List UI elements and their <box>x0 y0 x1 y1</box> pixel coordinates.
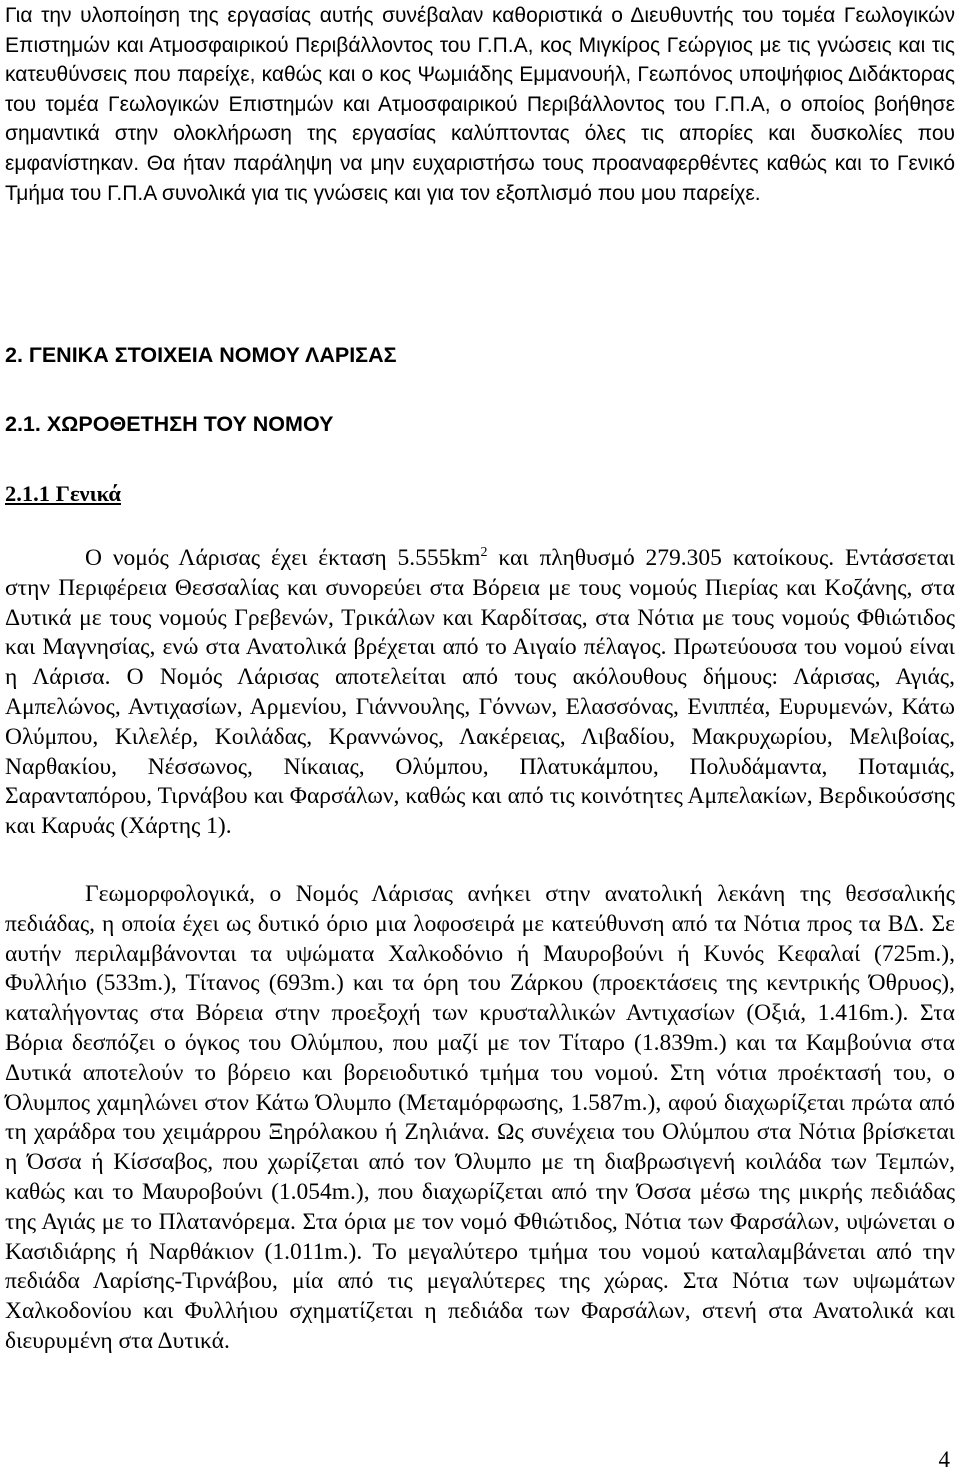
paragraph-geomorphology <box>5 880 955 1357</box>
p2-text: Γεωμορφολογικά, ο Νομός Λάρισας ανήκει στην ανατολική λεκάνη της θεσσαλικής πεδιάδας, η οποία έχει ως δυτικό όριο μια λοφοσειρά με κατεύθυνση από τα Νότια προς τα ΒΔ. Σε αυτήν περιλαμβάνονται τα υψώματα Χαλκοδόνιο ή Μαυροβούνι ή Κυνός Κεφαλαί (725m.), Φυλλήιο (533m.), Τίτανος (693m.) και τα όρη του Ζάρκου (προεκτάσεις της κεντρικής Όθρυος), καταλήγοντας στα Βόρεια στην προεξοχή των κρυσταλλικών Αντιχασίων (Οξιά, 1.416m.). Στα Βόρια δεσπόζει ο όγκος του Ολύμπου, που μαζί με τον Τίταρο (1.839m.) και τα Καμβούνια στα Δυτικά αποτελούν το βόρειο και βορειοδυτικό τμήμα του νομού. Στη νότια προέκτασή του, ο Όλυμπος χαμηλώνει στον Κάτω Όλυμπο (Μεταμόρφωσης, 1.587m.), αφού διαχωρίζεται πρώτα από τη χαράδρα του χειμάρρου Ξηρόλακου ή Ζηλιάνα. Ως συνέχεια του Ολύμπου στα Νότια βρίσκεται η Όσσα ή Κίσσαβος, που χωρίζεται από τον Όλυμπο με τη διαβρωσιγενή κοιλάδα των Τεμπών, καθώς και το Μαυροβούνι (1.054m.), που διαχωρίζεται από την Όσσα μέσω της μικρής πεδιάδας της Αγιάς με το Πλατανόρεμα. Στα όρια με τον νομό Φθιώτιδος, Νότια των Φαρσάλων, υψώνεται ο Κασιδιάρης ή Ναρθάκιον (1.011m.). Το μεγαλύτερο τμήμα του νομού καταλαμβάνεται από την πεδιάδα Λαρίσης-Τιρνάβου, μία από τις μεγαλύτερες της χώρας. Στα Νότια των υψωμάτων Χαλκοδονίου και Φυλλήιου σχηματίζεται η πεδιάδα των Φαρσάλων, στενή στα Ανατολικά και διευρυμένη στα Δυτικά. <box>5 881 955 1354</box>
intro-paragraph: Για την υλοποίηση της εργασίας αυτής συνέβαλαν καθοριστικά ο Διευθυντής του τομέα Γεωλογικών Επιστημών και Ατμοσφαιρικού Περιβάλλοντος του Γ.Π.Α, κος Μιγκίρος Γεώργιος με τις γνώσεις και τις κατευθύνσεις που παρείχε, καθώς και ο κος Ψωμιάδης Εμμανουήλ, Γεωπόνος υποψήφιος Διδάκτορας του τομέα Γεωλογικών Επιστημών και Ατμοσφαιρικού Περιβάλλοντος του Γ.Π.Α, ο οποίος βοήθησε σημαντικά στην ολοκλήρωση της εργασίας καλύπτοντας όλες τις απορίες και δυσκολίες που εμφανίστηκαν. Θα ήταν παράληψη να μην ευχαριστήσω τους προαναφερθέντες καθώς και το Γενικό Τμήμα του Γ.Π.Α συνολικά για τις γνώσεις και για τον εξοπλισμό που μου παρείχε. <box>5 4 955 205</box>
section-heading: 2. ΓΕΝΙΚΑ ΣΤΟΙΧΕΙΑ ΝΟΜΟΥ ΛΑΡΙΣΑΣ <box>5 343 397 367</box>
p1-text-start: Ο νομός Λάρισας έχει έκταση 5.555km <box>85 545 481 571</box>
subsection-heading: 2.1. ΧΩΡΟΘΕΤΗΣΗ ΤΟΥ ΝΟΜΟΥ <box>5 412 334 436</box>
p1-superscript: 2 <box>480 545 488 560</box>
page-number: 4 <box>938 1447 950 1472</box>
subsubsection-heading: 2.1.1 Γενικά <box>5 481 121 506</box>
paragraph-general <box>5 544 955 842</box>
p1-text-rest: και πληθυσμό 279.305 κατοίκους. Εντάσσεται στην Περιφέρεια Θεσσαλίας και συνορεύει στα Βόρεια με τους νομούς Πιερίας και Κοζάνης, στα Δυτικά με τους νομούς Γρεβενών, Τρικάλων και Καρδίτσας, στα Νότια με τους νομούς Φθιώτιδος και Μαγνησίας, ενώ στα Ανατολικά βρέχεται από το Αιγαίο πέλαγος. Πρωτεύουσα του νομού είναι η Λάρισα. Ο Νομός Λάρισας αποτελείται από τους ακόλουθους δήμους: Λάρισας, Αγιάς, Αμπελώνος, Αντιχασίων, Αρμενίου, Γιάννουλης, Γόννων, Ελασσόνας, Ενιππέα, Ευρυμενών, Κάτω Ολύμπου, Κιλελέρ, Κοιλάδας, Κραννώνος, Λακέρειας, Λιβαδίου, Μακρυχωρίου, Μελιβοίας, Ναρθακίου, Νέσσωνος, Νίκαιας, Ολύμπου, Πλατυκάμπου, Πολυδάμαντα, Ποταμιάς, Σαρανταπόρου, Τιρνάβου και Φαρσάλων, καθώς και από τις κοινότητες Αμπελακίων, Βερδικούσσης και Καρυάς (Χάρτης 1). <box>5 545 955 840</box>
